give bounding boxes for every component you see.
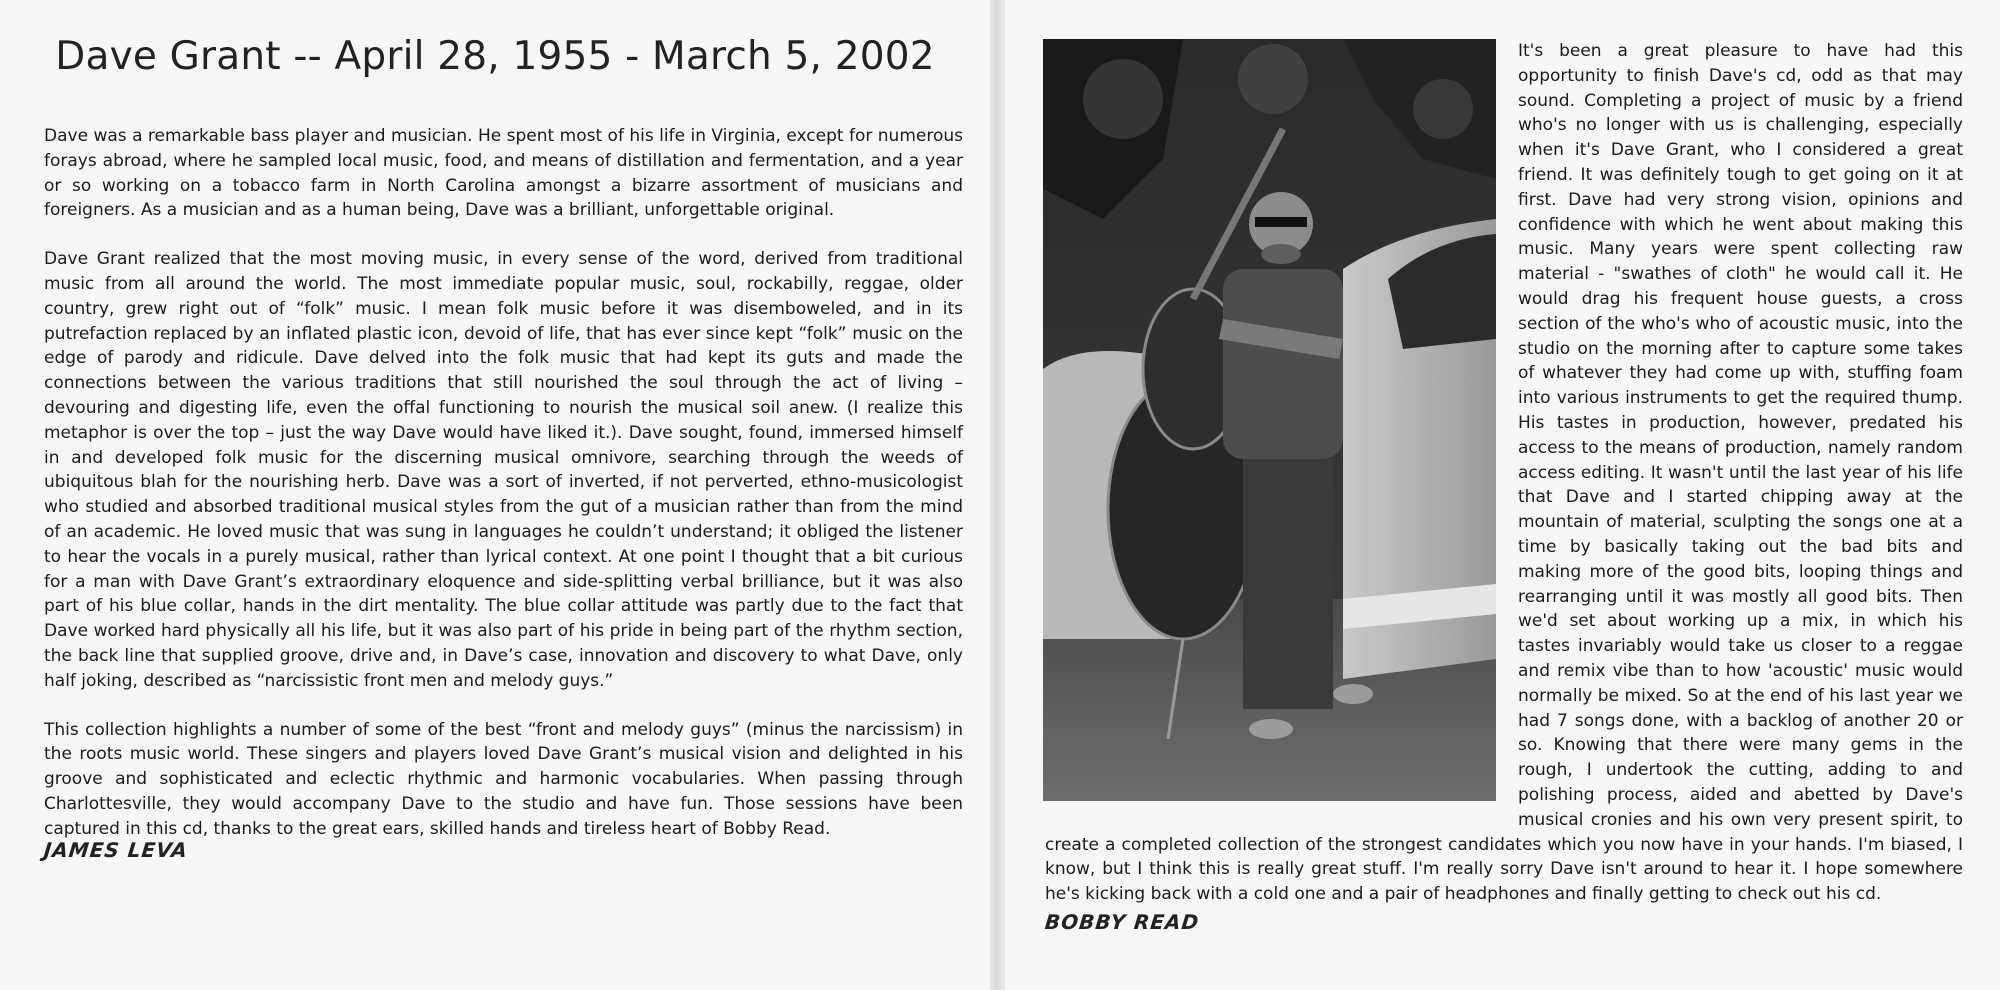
book-gutter xyxy=(990,0,1005,990)
producer-paragraph: It's been a great pleasure to have had this opportunity to finish Dave's cd, odd as that may sound. Completing a project of music by a friend who's no longer with us is challenging, especially when it's Dave Grant, who I considered a great friend. It was definitely tough to get going on it at first. Dave had very strong vision, opinions and confidence with which he went about making this music. Many years were spent collecting raw material - "swathes of cloth" he would call it. He would drag his frequent house guests, a cross section of the who's who of acoustic music, into the studio on the morning after to capture some takes of whatever they had come up with, stuffing foam into various instruments to get the required thump. His tastes in production, however, predated his access to the means of production, namely random access editing. It wasn't until the last year of his life that Dave and I started chipping away at the mountain of material, sculpting the songs one at a time by basically taking out the bad bits and making more of the good bits, looping things and rearranging until it was mostly all good bits. Then we'd set about working up a mix, in which his tastes invariably would take us closer to a reggae and remix vibe than to how 'acoustic' music would normally be mixed. So at the end of his last year we had 7 songs done, with a backlog of another 20 or so. Knowing that there were many gems in the rough, I undertook the cutting, adding to and polishing process, aided and abetted by Dave's musical cronies and his own very present spirit, to create a completed collection of the strongest candidates which you now have in your hands. I'm biased, I know, but I think this is really great stuff. I'm really sorry Dave isn't around to hear it. I hope somewhere he's kicking back with a cold one and a pair of headphones and finally getting to check out his cd. xyxy=(1045,41,1963,905)
photo-wrap-spacer xyxy=(1045,39,1518,811)
producer-note xyxy=(1045,39,1963,907)
page-title: Dave Grant -- April 28, 1955 - March 5, 2002 xyxy=(55,34,935,79)
tribute-paragraph: Dave was a remarkable bass player and musician. He spent most of his life in Virginia, except for numerous forays abroad, where he sampled local music, food, and means of distillation and fermentation, and a year or so working on a tobacco farm in North Carolina amongst a bizarre assortment of musicians and foreigners. As a musician and as a human being, Dave was a brilliant, unforgettable original. xyxy=(44,126,963,221)
signature-james-leva: JAMES LEVA xyxy=(42,838,190,862)
tribute-text xyxy=(44,124,963,866)
left-page xyxy=(0,0,990,990)
signature-bobby-read: BOBBY READ xyxy=(1043,910,1201,934)
tribute-paragraph: Dave Grant realized that the most moving music, in every sense of the word, derived from traditional music from all around the world. The most immediate popular music, soul, rockabilly, reggae, older country, grew right out of “folk” music. I mean folk music before it was disemboweled, and in its putrefaction replaced by an inflated plastic icon, devoid of life, that has ever since kept “folk” music on the edge of parody and ridicule. Dave delved into the folk music that had kept its guts and made the connections between the various traditions that still nourished the soul through the act of living – devouring and digesting life, even the offal functioning to nourish the musical soil anew. (I realize this metaphor is over the top – just the way Dave would have liked it.). Dave sought, found, immersed himself in and developed folk music for the discerning musical omnivore, searching through the weeds of ubiquitous blah for the nourishing herb. Dave was a sort of inverted, if not perverted, ethno-musicologist who studied and absorbed traditional musical styles from the gut of a musician rather than from the mind of an academic. He loved music that was sung in languages he couldn’t understand; it obliged the listener to hear the vocals in a purely musical, rather than lyrical context. At one point I thought that a bit curious for a man with Dave Grant’s extraordinary eloquence and side-splitting verbal brilliance, but it was also part of his blue collar, hands in the dirt mentality. The blue collar attitude was partly due to the fact that Dave worked hard physically all his life, but it was also part of his pride in being part of the rhythm section, the back line that supplied groove, drive and, in Dave’s case, innovation and discovery to what Dave, only half joking, described as “narcissistic front men and melody guys.” xyxy=(44,249,963,691)
tribute-paragraph: This collection highlights a number of some of the best “front and melody guys” (minus the narcissism) in the roots music world. These singers and players loved Dave Grant’s musical vision and delighted in his groove and sophisticated and eclectic rhythmic and harmonic vocabularies. When passing through Charlottesville, they would accompany Dave to the studio and have fun. Those sessions have been captured in this cd, thanks to the great ears, skilled hands and tireless heart of Bobby Read. xyxy=(44,719,963,839)
